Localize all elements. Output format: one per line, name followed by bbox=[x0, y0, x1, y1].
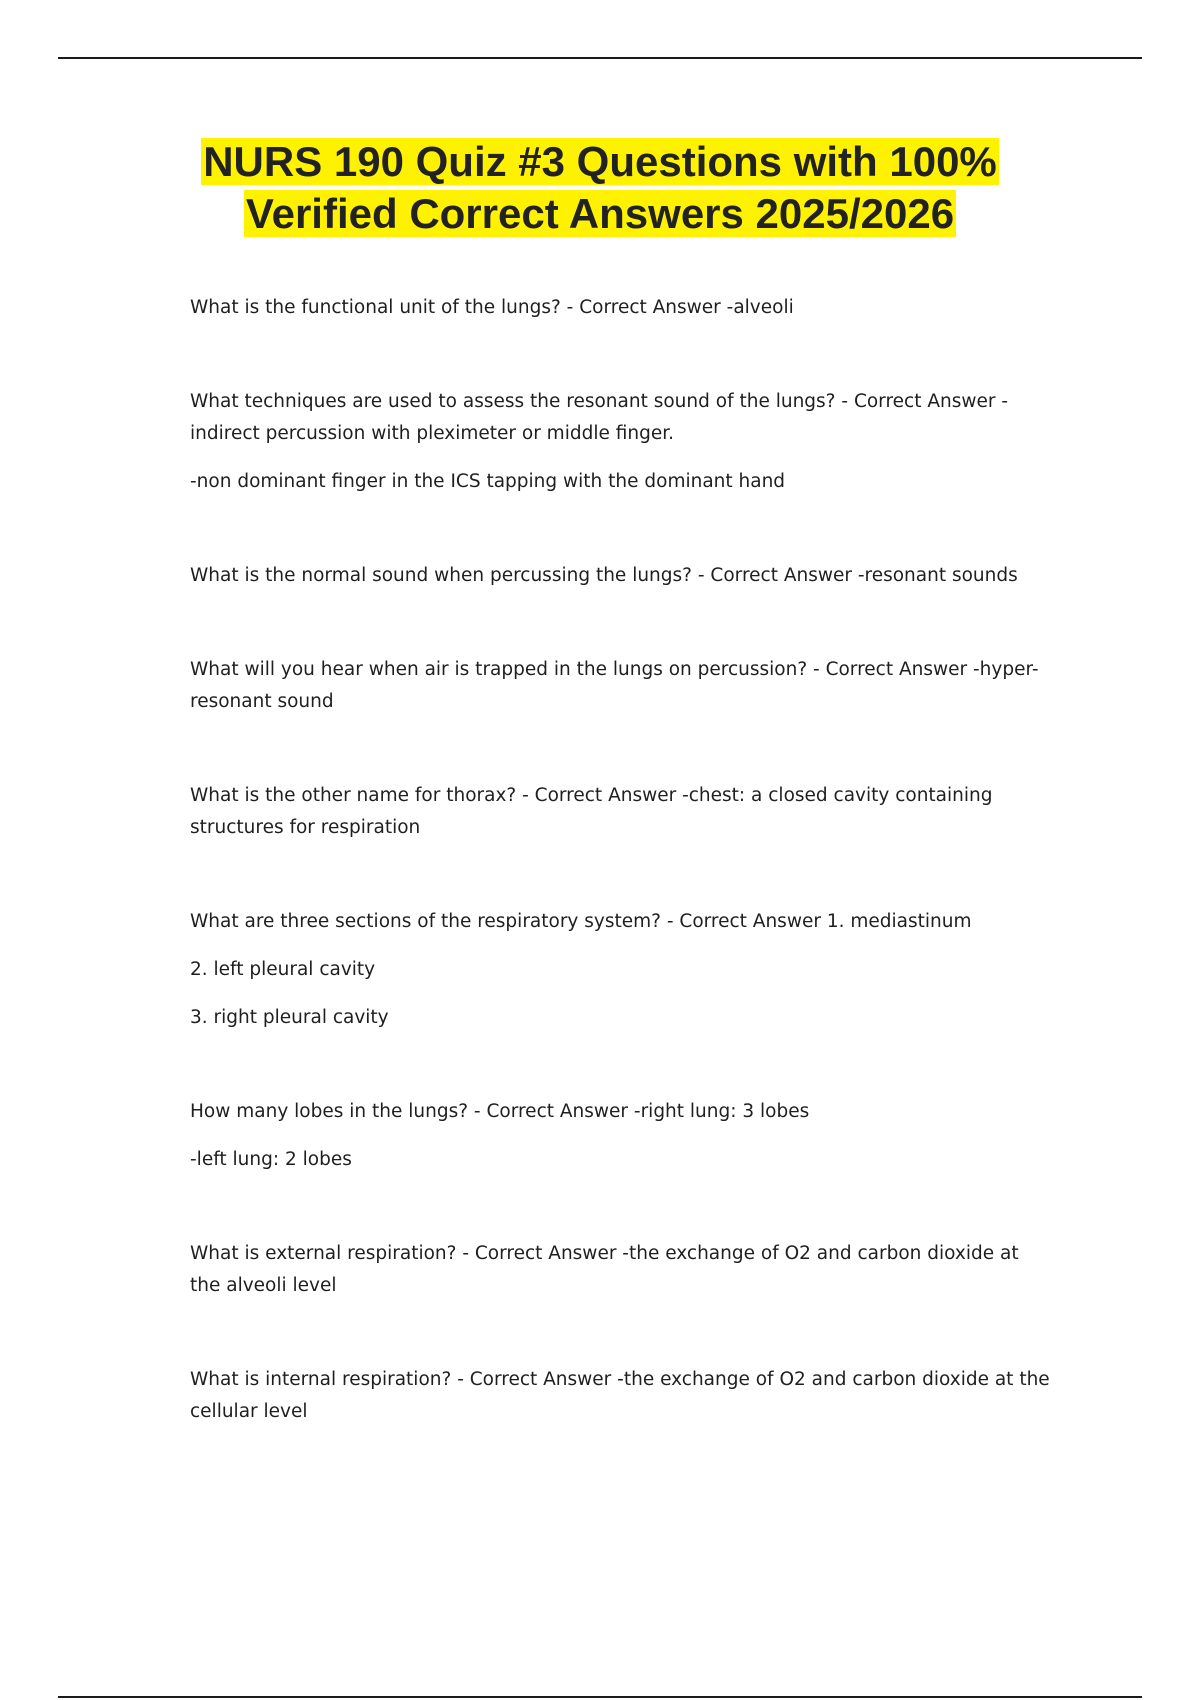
qa-item-trapped-air bbox=[190, 654, 1050, 718]
qa-list bbox=[190, 292, 1050, 1428]
qa-item-internal-respiration bbox=[190, 1364, 1050, 1428]
qa-item-percussion-techniques bbox=[190, 386, 1050, 498]
qa-item-thorax bbox=[190, 780, 1050, 844]
qa-item-external-respiration bbox=[190, 1238, 1050, 1302]
document-title bbox=[150, 136, 1050, 240]
qa-text: What is external respiration? - Correct Answer -the exchange of O2 and carbon dioxide at the alveoli level bbox=[190, 1243, 1019, 1296]
title-highlight: NURS 190 Quiz #3 Questions with 100% Verified Correct Answers 2025/2026 bbox=[203, 138, 997, 237]
qa-text: What will you hear when air is trapped in the lungs on percussion? - Correct Answer -hyper-resonant sound bbox=[190, 659, 1039, 712]
qa-item-functional-unit bbox=[190, 292, 1050, 324]
qa-text: What is the other name for thorax? - Correct Answer -chest: a closed cavity containing structures for respiration bbox=[190, 785, 993, 838]
top-rule bbox=[58, 57, 1142, 59]
qa-text: What is the normal sound when percussing the lungs? - Correct Answer -resonant sounds bbox=[190, 565, 1018, 586]
qa-text: What are three sections of the respiratory system? - Correct Answer 1. mediastinum bbox=[190, 911, 972, 932]
qa-item-normal-sound bbox=[190, 560, 1050, 592]
bottom-rule bbox=[58, 1696, 1142, 1698]
qa-item-respiratory-sections bbox=[190, 906, 1050, 1034]
qa-text: How many lobes in the lungs? - Correct Answer -right lung: 3 lobes bbox=[190, 1101, 810, 1122]
qa-text: -non dominant finger in the ICS tapping with the dominant hand bbox=[190, 471, 786, 492]
qa-text: 3. right pleural cavity bbox=[190, 1007, 389, 1028]
qa-text: What is internal respiration? - Correct Answer -the exchange of O2 and carbon dioxide at the cellular level bbox=[190, 1369, 1050, 1422]
qa-text: 2. left pleural cavity bbox=[190, 959, 376, 980]
qa-text: What techniques are used to assess the resonant sound of the lungs? - Correct Answer - indirect percussion with pleximeter or middle finger. bbox=[190, 391, 1009, 444]
qa-text: What is the functional unit of the lungs? - Correct Answer -alveoli bbox=[190, 297, 794, 318]
qa-text: -left lung: 2 lobes bbox=[190, 1149, 352, 1170]
qa-item-lung-lobes bbox=[190, 1096, 1050, 1176]
